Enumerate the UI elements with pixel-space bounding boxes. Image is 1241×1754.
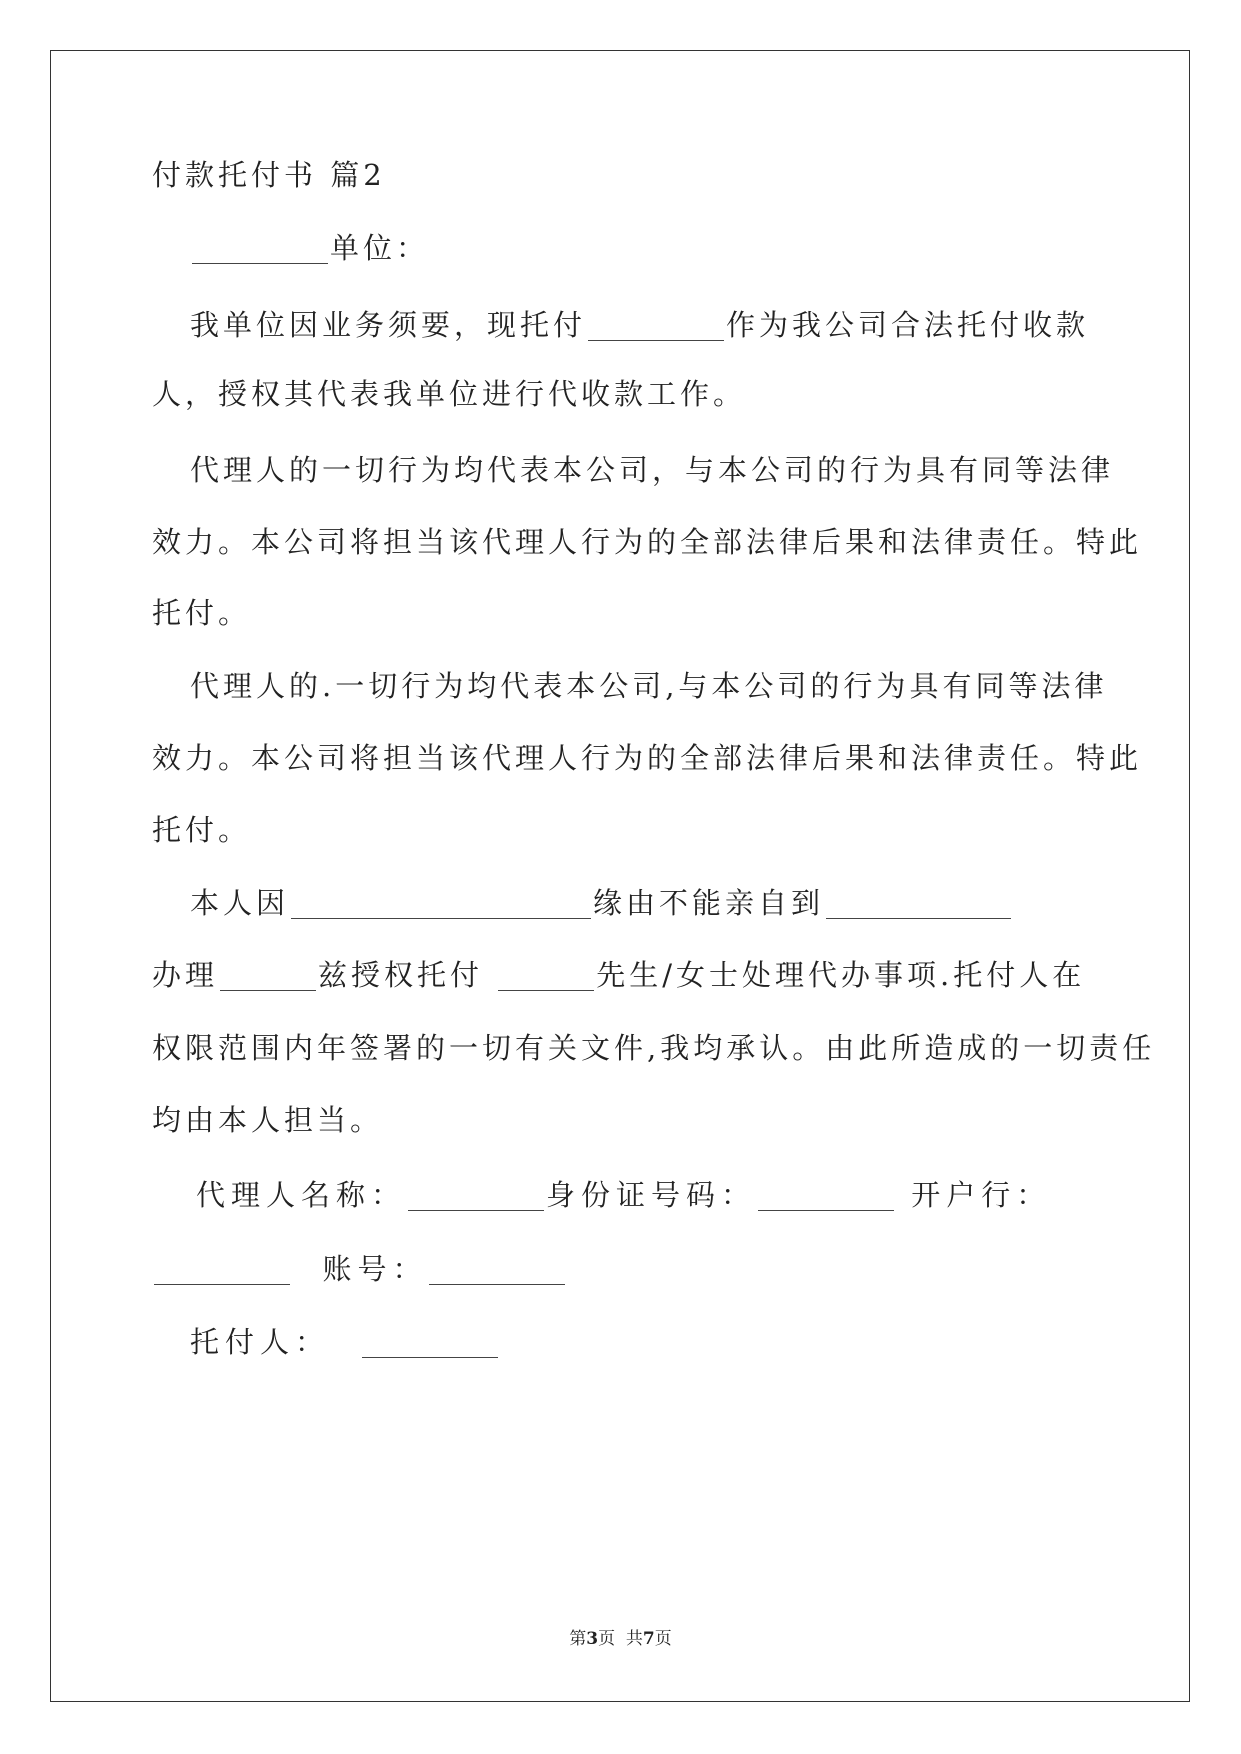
account-blank [429,1256,565,1285]
agent-name-label: 代理人名称： [196,1178,407,1212]
principal-blank [362,1329,498,1358]
id-number-blank [758,1182,894,1211]
addressee-blank [192,235,328,264]
account-label: 账号： [322,1252,428,1286]
bank-label: 开户行： [911,1178,1052,1212]
id-number-label: 身份证号码： [546,1178,757,1212]
agent-name-blank [408,1182,544,1211]
location-blank [826,890,1011,919]
page-suffix: 页 [654,1629,672,1649]
paragraph-2-line-3: 托付。 [152,596,252,630]
reason-blank [291,890,591,919]
paragraph-1-line-1 [190,303,1089,344]
matter-blank [220,962,316,991]
addressee-suffix: 单位： [330,231,430,265]
bank-blank [154,1256,290,1285]
p4-text-a: 本人因 [190,886,290,920]
p4-text-e: 先生/女士处理代办事项.托付人在 [596,958,1086,992]
page-mid-text: 页 共 [598,1629,643,1649]
paragraph-2-line-2: 效力。本公司将担当该代理人行为的全部法律后果和法律责任。特此 [152,525,1143,559]
document-title: 付款托付书 篇2 [152,158,386,192]
p1-text-b: 作为我公司合法托付收款 [726,308,1090,342]
addressee-line [190,226,429,267]
page-border [50,50,1190,1702]
agent-info-line-2 [152,1247,567,1288]
paragraph-2-line-1: 代理人的一切行为均代表本公司，与本公司的行为具有同等法律 [190,453,1115,487]
principal-line [190,1320,500,1361]
p4-text-b: 缘由不能亲自到 [593,886,825,920]
paragraph-3-line-2: 效力。本公司将担当该代理人行为的全部法律后果和法律责任。特此 [152,741,1143,775]
agent-info-line-1 [196,1173,1051,1214]
p1-text-a: 我单位因业务须要，现托付 [190,308,587,342]
current-page-number: 3 [586,1629,599,1649]
paragraph-3-line-1: 代理人的.一切行为均代表本公司,与本公司的行为具有同等法律 [190,669,1108,703]
page-footer [0,1624,1241,1649]
agent-blank [588,312,724,341]
principal-label: 托付人： [190,1325,331,1359]
paragraph-4-line-4: 均由本人担当。 [152,1103,384,1137]
page-prefix: 第 [569,1629,587,1649]
paragraph-4-line-1 [190,881,1013,922]
paragraph-3-line-3: 托付。 [152,813,252,847]
paragraph-1-line-2: 人，授权其代表我单位进行代收款工作。 [152,377,747,411]
p4-text-c: 办理 [152,958,219,992]
total-page-number: 7 [642,1629,655,1649]
p4-text-d: 兹授权托付 [318,958,484,992]
delegate-blank [498,962,594,991]
paragraph-4-line-2 [152,953,1085,994]
paragraph-4-line-3: 权限范围内年签署的一切有关文件,我均承认。由此所造成的一切责任 [152,1031,1156,1065]
